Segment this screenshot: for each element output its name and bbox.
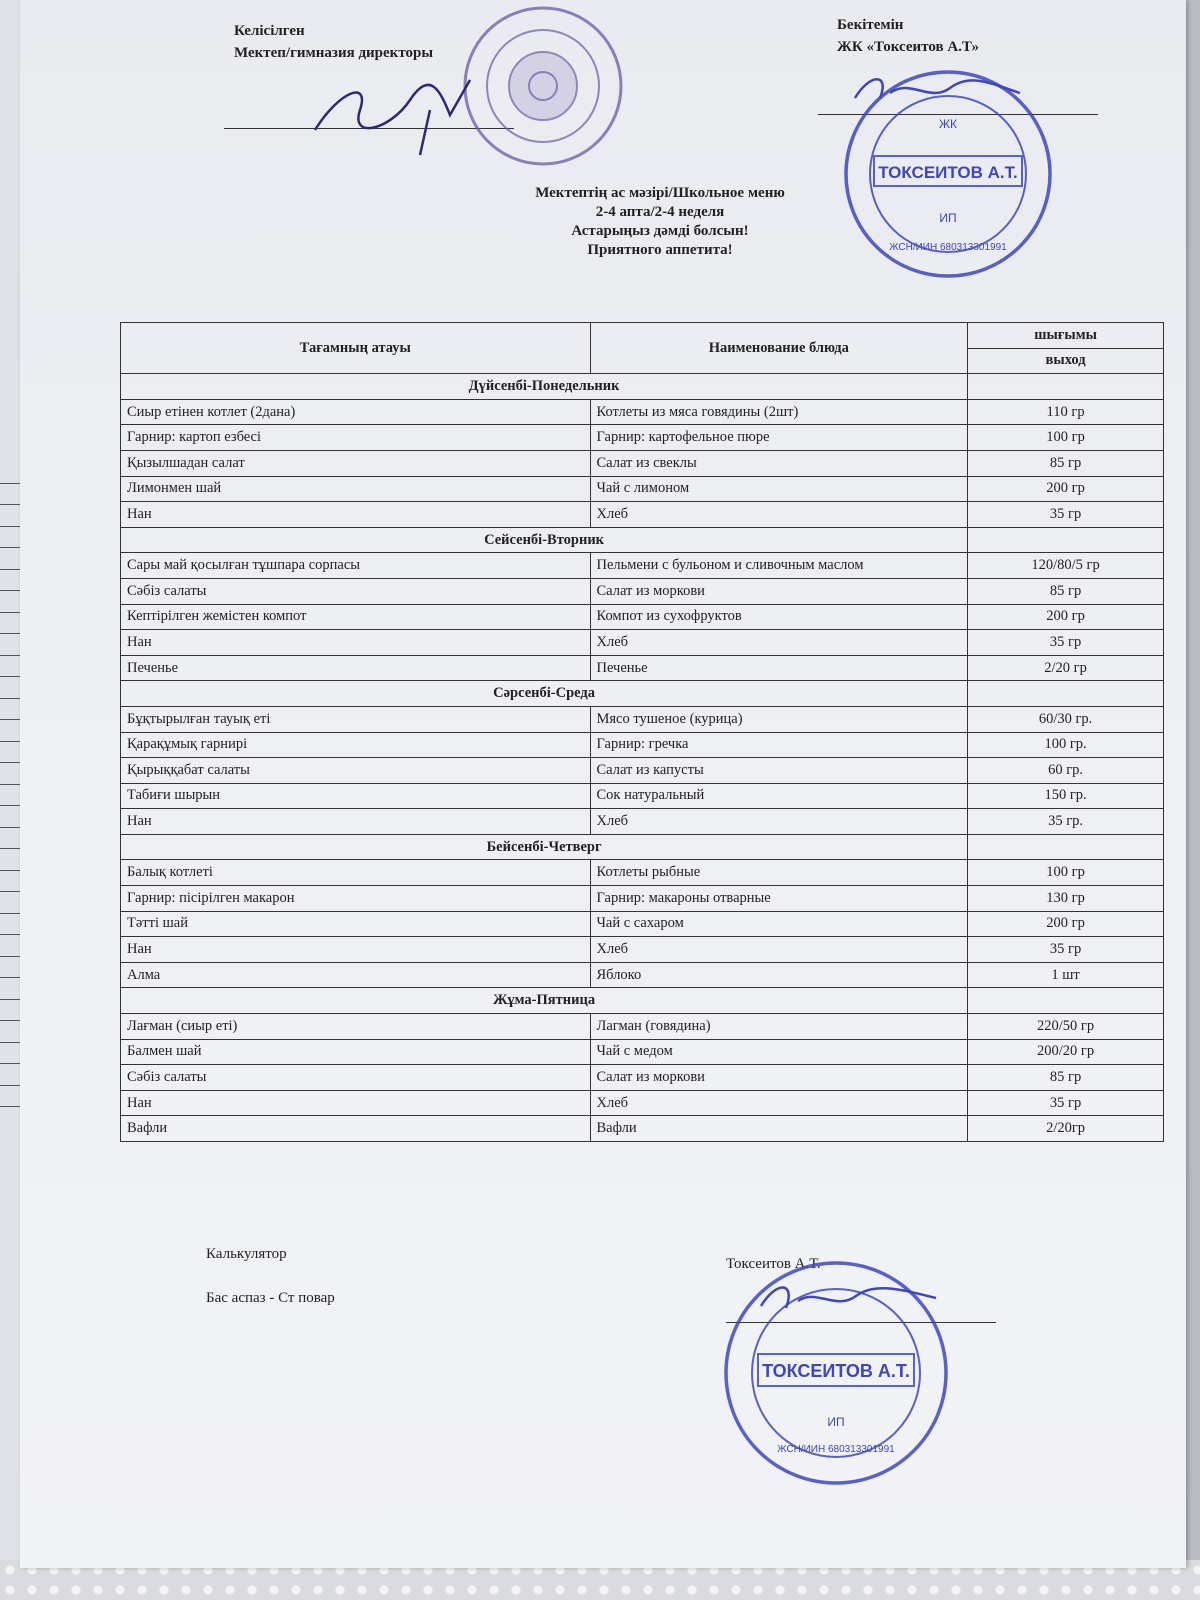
dish-name-kz: Тәтті шай (121, 911, 591, 937)
dish-output: 100 гр (968, 425, 1164, 451)
day-row (121, 988, 1164, 1014)
dish-name-ru: Чай с медом (590, 1039, 968, 1065)
dish-output: 200 гр (968, 476, 1164, 502)
title-line-3: Астарыңыз дәмді болсын! (571, 223, 749, 239)
table-row (121, 1090, 1164, 1116)
calculator-label: Калькулятор (206, 1246, 287, 1262)
day-output-empty (968, 527, 1164, 553)
table-row (121, 450, 1164, 476)
dish-name-ru: Вафли (590, 1116, 968, 1142)
dish-name-kz: Қырыққабат салаты (121, 758, 591, 784)
dish-name-kz: Лимонмен шай (121, 476, 591, 502)
approval-block-right (837, 14, 979, 58)
dish-output: 35 гр. (968, 809, 1164, 835)
day-row (121, 834, 1164, 860)
title-line-4: Приятного аппетита! (587, 242, 733, 258)
director-signature (310, 70, 490, 160)
approved-label: Бекітемін (837, 17, 904, 33)
dish-name-kz: Сәбіз салаты (121, 1065, 591, 1091)
dish-output: 100 гр. (968, 732, 1164, 758)
table-row (121, 706, 1164, 732)
menu-table (120, 322, 1164, 1142)
dish-name-ru: Хлеб (590, 630, 968, 656)
dish-name-kz: Печенье (121, 655, 591, 681)
director-label: Мектеп/гимназия директоры (234, 45, 434, 61)
dish-name-kz: Сары май қосылған тұшпара сорпасы (121, 553, 591, 579)
entrepreneur-label: ЖК «Токсеитов А.Т» (837, 39, 980, 55)
table-header-row (121, 323, 1164, 349)
dish-name-kz: Бұқтырылған тауық еті (121, 706, 591, 732)
dish-name-ru: Гарнир: гречка (590, 732, 968, 758)
dish-output: 85 гр (968, 1065, 1164, 1091)
header-kz-name: Тағамның атауы (121, 323, 591, 374)
dish-name-ru: Пельмени с бульоном и сливочным маслом (590, 553, 968, 579)
dish-output: 85 гр (968, 450, 1164, 476)
dish-name-ru: Хлеб (590, 937, 968, 963)
stamp-ip-text-bottom: ИП (827, 1415, 845, 1429)
table-row (121, 809, 1164, 835)
dish-output: 35 гр (968, 502, 1164, 528)
dish-name-ru: Чай с лимоном (590, 476, 968, 502)
dish-output: 1 шт (968, 962, 1164, 988)
dish-name-ru: Хлеб (590, 502, 968, 528)
dish-output: 200/20 гр (968, 1039, 1164, 1065)
dish-name-ru: Салат из моркови (590, 1065, 968, 1091)
dish-name-kz: Нан (121, 502, 591, 528)
dish-name-kz: Қызылшадан салат (121, 450, 591, 476)
dish-output: 2/20 гр (968, 655, 1164, 681)
dish-name-ru: Котлеты рыбные (590, 860, 968, 886)
day-name: Жұма-Пятница (121, 988, 968, 1014)
entrepreneur-stamp-bottom (716, 1258, 956, 1488)
dish-name-ru: Лагман (говядина) (590, 1014, 968, 1040)
dish-name-kz: Нан (121, 809, 591, 835)
dish-name-kz: Нан (121, 937, 591, 963)
table-row (121, 425, 1164, 451)
stamp-id-text-bottom: ЖСН/ИИН 680313301991 (777, 1444, 895, 1455)
dish-name-ru: Салат из капусты (590, 758, 968, 784)
dish-name-ru: Хлеб (590, 809, 968, 835)
table-row (121, 886, 1164, 912)
table-row (121, 502, 1164, 528)
day-row (121, 374, 1164, 400)
dish-name-kz: Балмен шай (121, 1039, 591, 1065)
dish-output: 35 гр (968, 630, 1164, 656)
dish-name-kz: Алма (121, 962, 591, 988)
table-row (121, 476, 1164, 502)
table-row (121, 553, 1164, 579)
dish-name-kz: Табиғи шырын (121, 783, 591, 809)
title-line-1: Мектептің ас мәзірі/Школьное меню (535, 185, 785, 201)
table-row (121, 860, 1164, 886)
dish-name-ru: Яблоко (590, 962, 968, 988)
table-row (121, 399, 1164, 425)
day-output-empty (968, 374, 1164, 400)
header-ru-name: Наименование блюда (590, 323, 968, 374)
dish-name-kz: Нан (121, 1090, 591, 1116)
stamp-jk-text: ЖК (938, 117, 958, 131)
dish-name-kz: Кептірілген жемістен компот (121, 604, 591, 630)
title-line-2: 2-4 апта/2-4 неделя (595, 204, 725, 220)
stamp-id-text: ЖСН/ИИН 680313301991 (889, 242, 1007, 253)
dish-name-ru: Мясо тушеное (курица) (590, 706, 968, 732)
table-row (121, 604, 1164, 630)
table-row (121, 732, 1164, 758)
menu-document (20, 0, 1186, 1568)
dish-output: 60 гр. (968, 758, 1164, 784)
dish-name-ru: Салат из моркови (590, 578, 968, 604)
dish-name-kz: Вафли (121, 1116, 591, 1142)
dish-output: 150 гр. (968, 783, 1164, 809)
table-row (121, 1116, 1164, 1142)
dish-name-kz: Лағман (сиыр еті) (121, 1014, 591, 1040)
dish-output: 130 гр (968, 886, 1164, 912)
dish-name-ru: Гарнир: картофельное пюре (590, 425, 968, 451)
table-row (121, 962, 1164, 988)
stamp-name-text: ТОКСЕИТОВ А.Т. (878, 163, 1018, 182)
dish-name-ru: Компот из сухофруктов (590, 604, 968, 630)
dish-name-kz: Нан (121, 630, 591, 656)
dish-output: 200 гр (968, 604, 1164, 630)
dish-name-ru: Сок натуральный (590, 783, 968, 809)
table-row (121, 937, 1164, 963)
dish-name-ru: Гарнир: макароны отварные (590, 886, 968, 912)
table-row (121, 578, 1164, 604)
table-row (121, 783, 1164, 809)
dish-output: 220/50 гр (968, 1014, 1164, 1040)
header-output-ru: выход (968, 348, 1164, 374)
table-row (121, 1014, 1164, 1040)
day-row (121, 681, 1164, 707)
day-name: Дүйсенбі-Понедельник (121, 374, 968, 400)
dish-name-kz: Балық котлеті (121, 860, 591, 886)
day-name: Сейсенбі-Вторник (121, 527, 968, 553)
day-name: Сәрсенбі-Среда (121, 681, 968, 707)
day-output-empty (968, 834, 1164, 860)
dish-output: 110 гр (968, 399, 1164, 425)
dish-output: 35 гр (968, 1090, 1164, 1116)
dish-output: 85 гр (968, 578, 1164, 604)
table-row (121, 1039, 1164, 1065)
stamp-name-text-bottom: ТОКСЕИТОВ А.Т. (762, 1361, 910, 1381)
stamp-ip-text: ИП (939, 211, 957, 225)
dish-output: 35 гр (968, 937, 1164, 963)
dish-name-ru: Чай с сахаром (590, 911, 968, 937)
approval-block-left (234, 20, 433, 64)
dish-output: 2/20гр (968, 1116, 1164, 1142)
dish-name-ru: Котлеты из мяса говядины (2шт) (590, 399, 968, 425)
agreed-label: Келісілген (234, 23, 305, 39)
table-row (121, 911, 1164, 937)
head-chef-label: Бас аспаз - Ст повар (206, 1290, 335, 1306)
dish-name-kz: Сәбіз салаты (121, 578, 591, 604)
day-row (121, 527, 1164, 553)
dish-name-ru: Хлеб (590, 1090, 968, 1116)
dish-name-kz: Сиыр етінен котлет (2дана) (121, 399, 591, 425)
menu-title (400, 184, 920, 260)
footer-signer-name: Токсеитов А.Т. (726, 1256, 821, 1272)
dish-name-ru: Печенье (590, 655, 968, 681)
table-row (121, 758, 1164, 784)
table-row (121, 655, 1164, 681)
header-output-kz: шығымы (968, 323, 1164, 349)
day-output-empty (968, 681, 1164, 707)
dish-name-kz: Гарнир: пісірілген макарон (121, 886, 591, 912)
dish-output: 120/80/5 гр (968, 553, 1164, 579)
day-output-empty (968, 988, 1164, 1014)
dish-name-kz: Қарақұмық гарнирі (121, 732, 591, 758)
table-row (121, 630, 1164, 656)
dish-output: 60/30 гр. (968, 706, 1164, 732)
dish-output: 200 гр (968, 911, 1164, 937)
dish-name-kz: Гарнир: картоп езбесі (121, 425, 591, 451)
table-row (121, 1065, 1164, 1091)
dish-output: 100 гр (968, 860, 1164, 886)
day-name: Бейсенбі-Четверг (121, 834, 968, 860)
dish-name-ru: Салат из свеклы (590, 450, 968, 476)
